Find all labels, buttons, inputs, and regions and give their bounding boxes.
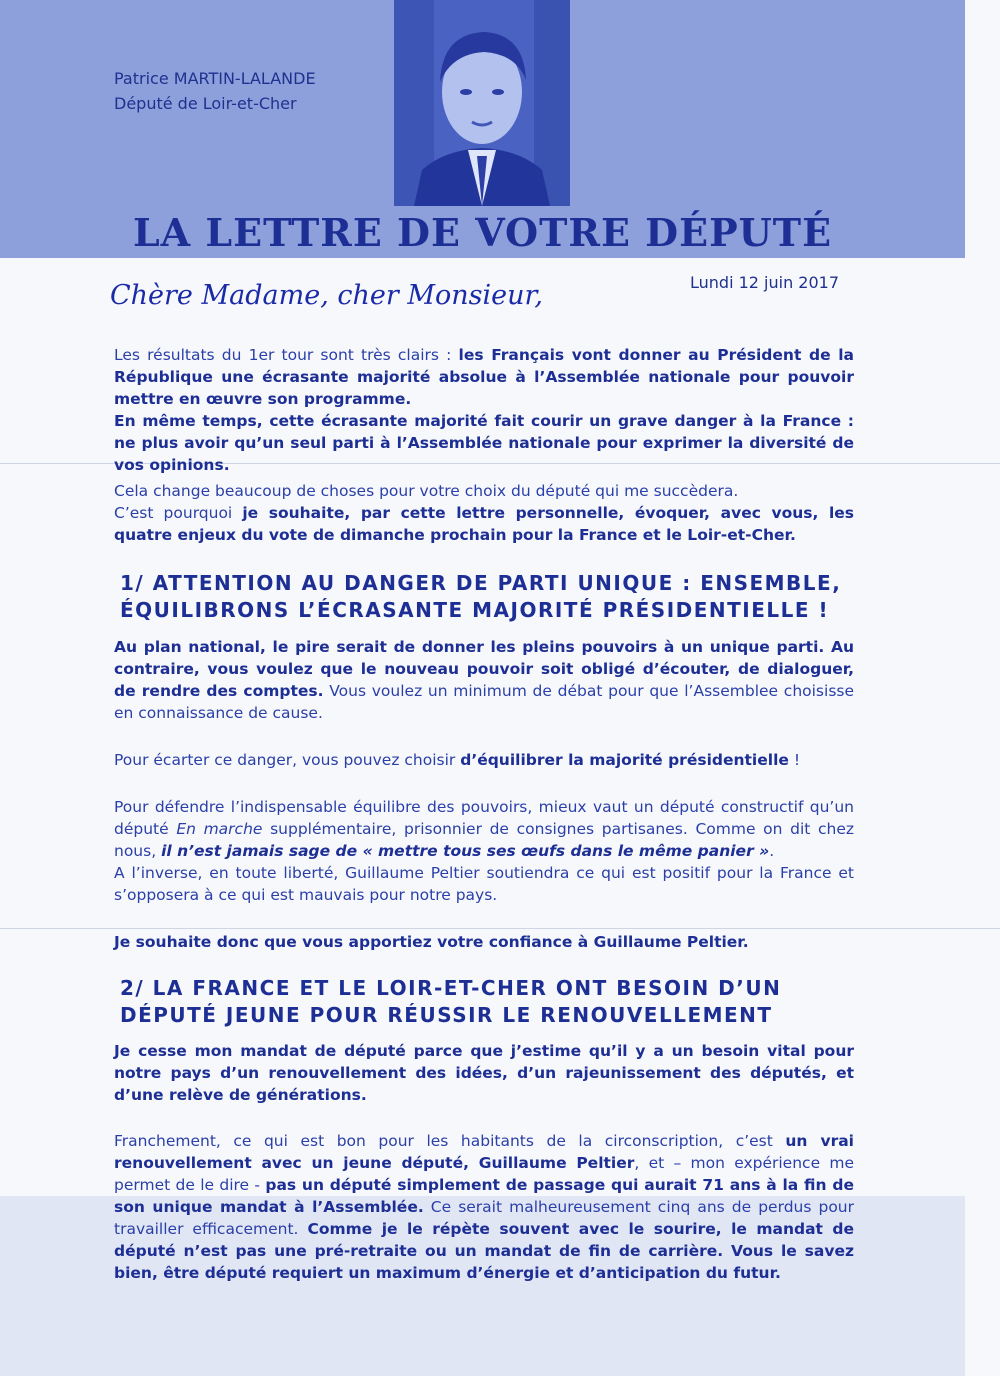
sender-role: Député de Loir-et-Cher xyxy=(114,94,297,113)
deputy-portrait xyxy=(394,0,570,206)
section-1-heading: 1/ ATTENTION AU DANGER DE PARTI UNIQUE : ENSEMBLE, ÉQUILIBRONS L’ÉCRASANTE MAJORITÉ PRÉSIDENTIELLE ! xyxy=(120,571,842,622)
fold-line xyxy=(0,928,1000,929)
letter-date: Lundi 12 juin 2017 xyxy=(690,273,840,292)
section-2-paragraph-1: Je cesse mon mandat de député parce que j’estime qu’il y a un besoin vital pour notre pays d’un renouvellement des idées, d’un rajeunissement des députés, et d’une relève de générations. xyxy=(114,1042,854,1104)
section-1-paragraph-4: Je souhaite donc que vous apportiez votre confiance à Guillaume Peltier. xyxy=(114,933,749,951)
letter-title: LA LETTRE DE VOTRE DÉPUTÉ xyxy=(132,210,833,255)
section-1-paragraph-2: Pour écarter ce danger, vous pouvez choisir d’équilibrer la majorité présidentielle ! xyxy=(114,751,801,769)
section-2-paragraph-2: Franchement, ce qui est bon pour les habitants de la circonscription, c’est un vrai renouvellement avec un jeune député, Guillaume Peltier, et – mon expérience me permet de le dire - pas un député simplement de passage qui aurait 71 ans à la fin de son unique mandat à l’Assemblée. Ce serait malheureusement cinq ans de perdus pour travailler efficacement. Comme je le répète souvent avec le sourire, le mandat de député n’est pas une pré-retraite ou un mandat de fin de carrière. Vous le savez bien, être député requiert un maximum d’énergie et d’anticipation du futur. xyxy=(114,1132,855,1282)
section-1-paragraph-1: Au plan national, le pire serait de donner les pleins pouvoirs à un unique parti. Au contraire, vous voulez que le nouveau pouvoir soit obligé d’écouter, de dialoguer, de rendre des comptes. Vous voulez un minimum de débat pour que l’Assemblee choisisse en connaissance de cause. xyxy=(114,638,854,722)
handwritten-salutation: Chère Madame, cher Monsieur, xyxy=(110,280,544,311)
intro-paragraph-2: Cela change beaucoup de choses pour votre choix du député qui me succèdera. C’est pourquoi je souhaite, par cette lettre personnelle, évoquer, avec vous, les quatre enjeux du vote de dimanche prochain pour la France et le Loir-et-Cher. xyxy=(114,482,854,544)
sender-name: Patrice MARTIN-LALANDE xyxy=(114,69,316,88)
section-2-heading: 2/ LA FRANCE ET LE LOIR-ET-CHER ONT BESOIN D’UN DÉPUTÉ JEUNE POUR RÉUSSIR LE RENOUVELLEMENT xyxy=(120,976,782,1027)
intro-paragraph-1: Les résultats du 1er tour sont très clairs : les Français vont donner au Président de la République une écrasante majorité absolue à l’Assemblée nationale pour pouvoir mettre en œuvre son programme. En même temps, cette écrasante majorité fait courir un grave danger à la France : ne plus avoir qu’un seul parti à l’Assemblée nationale pour exprimer la diversité de vos opinions. xyxy=(114,346,854,474)
section-1-paragraph-3: Pour défendre l’indispensable équilibre des pouvoirs, mieux vaut un député constructif qu’un député En marche supplémentaire, prisonnier de consignes partisanes. Comme on dit chez nous, il n’est jamais sage de « mettre tous ses œufs dans le même panier ». A l’inverse, en toute liberté, Guillaume Peltier soutiendra ce qui est positif pour la France et s’opposera à ce qui est mauvais pour notre pays. xyxy=(114,798,854,904)
sender-block xyxy=(114,66,316,116)
